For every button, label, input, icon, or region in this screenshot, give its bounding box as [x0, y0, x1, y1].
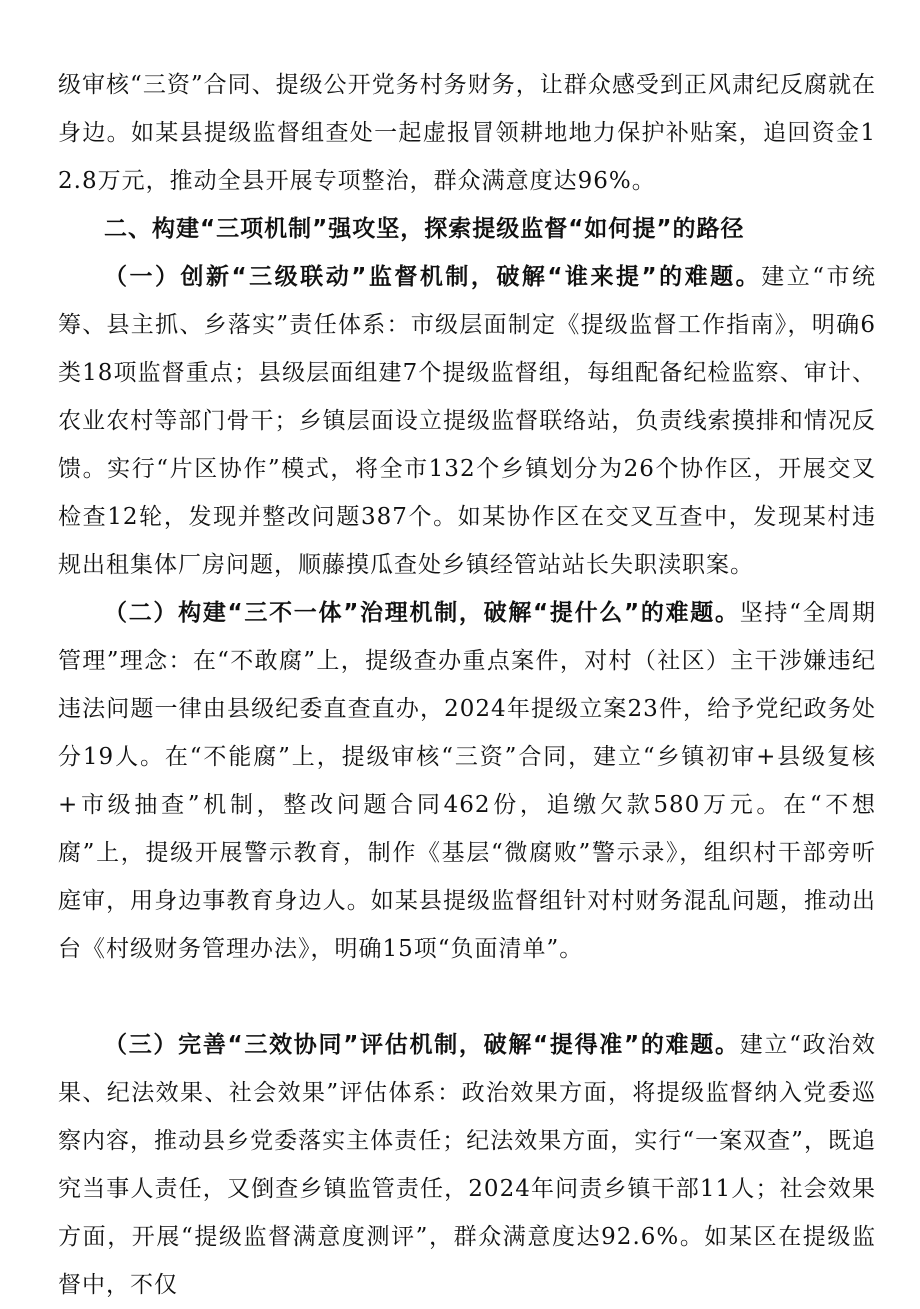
paragraph-3-text — [58, 1021, 876, 1309]
paragraph-1-text — [58, 253, 876, 589]
paragraph-text: 级审核“三资”合同、提级公开党务村务财务，让群众感受到正风肃纪反腐就在身边。如某县提级监督组查处一起虚报冒领耕地地力保护补贴案，追回资金12.8万元，推动全县开展专项整治，群众满意度达96%。 — [58, 72, 876, 194]
paragraph-2 — [58, 589, 876, 973]
section-heading: 二、构建“三项机制”强攻坚，探索提级监督“如何提”的路径 — [104, 216, 745, 242]
section-heading-block — [58, 205, 876, 253]
paragraph-2-body: 坚持“全周期管理”理念：在“不敢腐”上，提级查办重点案件，对村（社区）主干涉嫌违纪违法问题一律由县级纪委直查直办，2024年提级立案23件，给予党纪政务处分19人。在“不能腐”上，提级审核“三资”合同，建立“乡镇初审+县级复核+市级抽查”机制，整改问题合同462份，追缴欠款580万元。在“不想腐”上，提级开展警示教育，制作《基层“微腐败”警示录》，组织村干部旁听庭审，用身边事教育身边人。如某县提级监督组针对村财务混乱问题，推动出台《村级财务管理办法》，明确15项“负面清单”。 — [58, 600, 877, 962]
paragraph-1 — [58, 253, 876, 589]
paragraph-3-body: 建立“政治效果、纪法效果、社会效果”评估体系：政治效果方面，将提级监督纳入党委巡察内容，推动县乡党委落实主体责任；纪法效果方面，实行“一案双查”，既追究当事人责任，又倒查乡镇监管责任，2024年问责乡镇干部11人；社会效果方面，开展“提级监督满意度测评”，群众满意度达92.6%。如某区在提级监督中，不仅 — [58, 1032, 877, 1298]
paragraph-2-lead: （二）构建“三不一体”治理机制，破解“提什么”的难题。 — [104, 600, 740, 626]
paragraph-continuation — [58, 61, 876, 205]
paragraph-1-lead: （一）创新“三级联动”监督机制，破解“谁来提”的难题。 — [104, 264, 762, 290]
paragraph-3-lead: （三）完善“三效协同”评估机制，破解“提得准”的难题。 — [104, 1032, 740, 1058]
paragraph-3 — [58, 1021, 876, 1309]
paragraph-2-text — [58, 589, 876, 973]
paragraph-1-body: 建立“市统筹、县主抓、乡落实”责任体系：市级层面制定《提级监督工作指南》，明确6类18项监督重点；县级层面组建7个提级监督组，每组配备纪检监察、审计、农业农村等部门骨干；乡镇层面设立提级监督联络站，负责线索摸排和情况反馈。实行“片区协作”模式，将全市132个乡镇划分为26个协作区，开展交叉检查12轮，发现并整改问题387个。如某协作区在交叉互查中，发现某村违规出租集体厂房问题，顺藤摸瓜查处乡镇经管站站长失职渎职案。 — [58, 264, 876, 578]
